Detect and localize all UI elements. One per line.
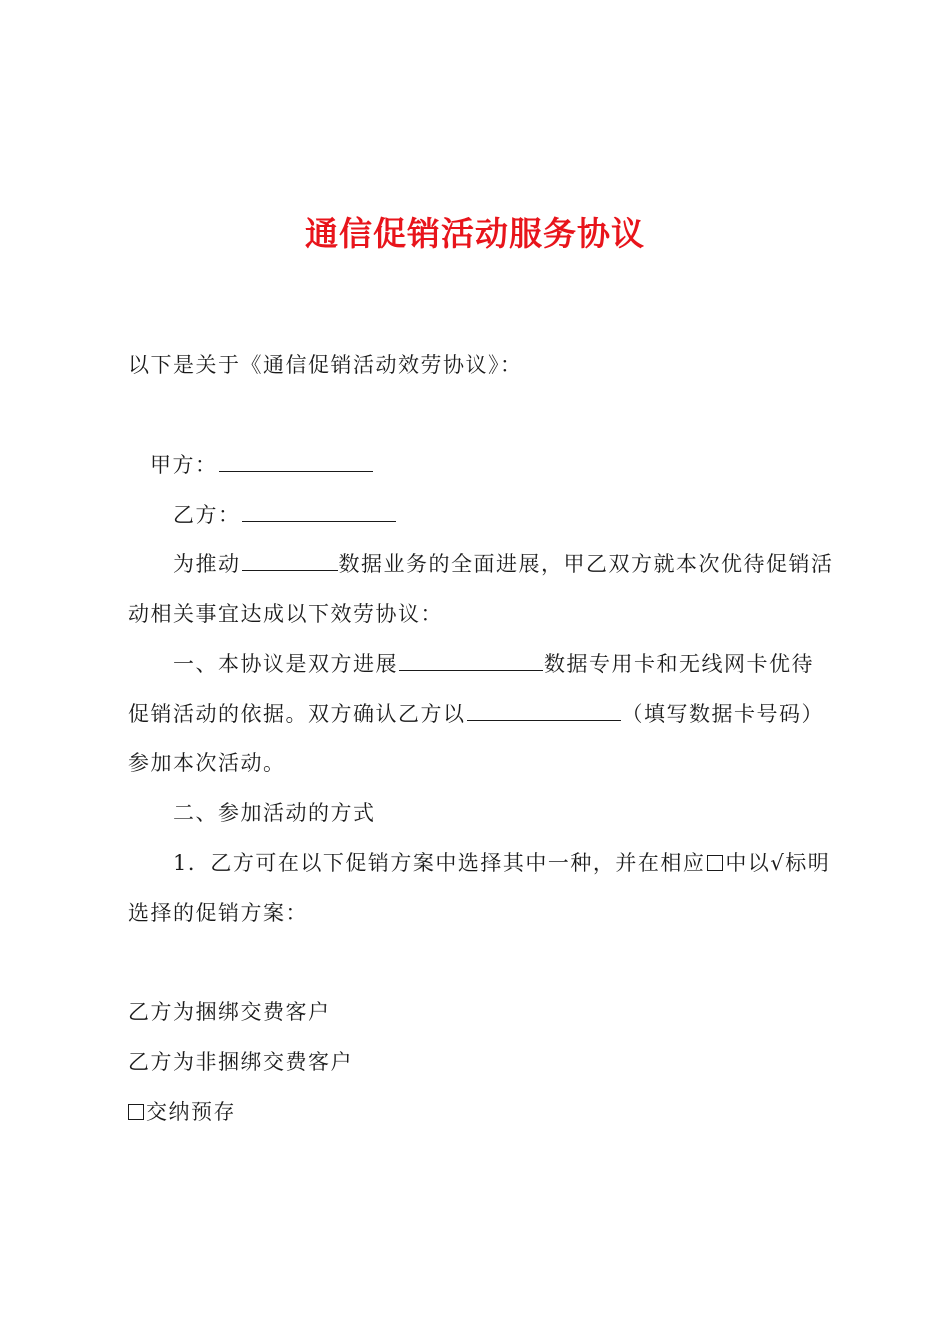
para1-suffix: 数据业务的全面进展，甲乙双方就本次优待促销活 [338, 552, 834, 576]
prepay-label: 交纳预存 [146, 1100, 236, 1124]
clause1-line2-prefix: 促销活动的依据。双方确认乙方以 [128, 702, 466, 726]
item1-prefix: 1．乙方可在以下促销方案中选择其中一种，并在相应 [173, 851, 706, 875]
paragraph-1-line-1 [173, 549, 834, 579]
intro-text: 以下是关于《通信促销活动效劳协议》： [128, 353, 523, 377]
clause1-line2-suffix: （填写数据卡号码） [621, 702, 824, 726]
clause-1-line-1 [173, 649, 814, 679]
party-b-label: 乙方： [173, 503, 241, 527]
card-number-blank[interactable] [467, 700, 621, 721]
item-1-line-2: 选择的促销方案： [128, 901, 308, 925]
item-1-line-1 [173, 848, 830, 878]
card-type-blank[interactable] [399, 650, 543, 671]
clause1-suffix: 数据专用卡和无线网卡优待 [544, 652, 814, 676]
checkbox-icon [707, 855, 723, 871]
document-title: 通信促销活动服务协议 [305, 214, 645, 253]
business-blank[interactable] [242, 550, 338, 571]
party-b-blank[interactable] [242, 501, 396, 522]
clause-2-heading: 二、参加活动的方式 [173, 801, 376, 825]
option-prepay [128, 1097, 236, 1127]
paragraph-1-line-2: 动相关事宜达成以下效劳协议： [128, 602, 443, 626]
clause-1-line-3: 参加本次活动。 [128, 751, 286, 775]
option-non-bundled-customer: 乙方为非捆绑交费客户 [128, 1050, 353, 1074]
item1-suffix: 中以√标明 [725, 851, 831, 875]
prepay-checkbox[interactable] [128, 1104, 144, 1120]
party-b-line [173, 500, 397, 530]
option-bundled-customer: 乙方为捆绑交费客户 [128, 1000, 331, 1024]
clause-1-line-2 [128, 699, 824, 729]
para1-prefix: 为推动 [173, 552, 241, 576]
clause1-prefix: 一、本协议是双方进展 [173, 652, 398, 676]
party-a-label: 甲方： [150, 453, 218, 477]
party-a-blank[interactable] [219, 451, 373, 472]
party-a-line [150, 450, 374, 480]
